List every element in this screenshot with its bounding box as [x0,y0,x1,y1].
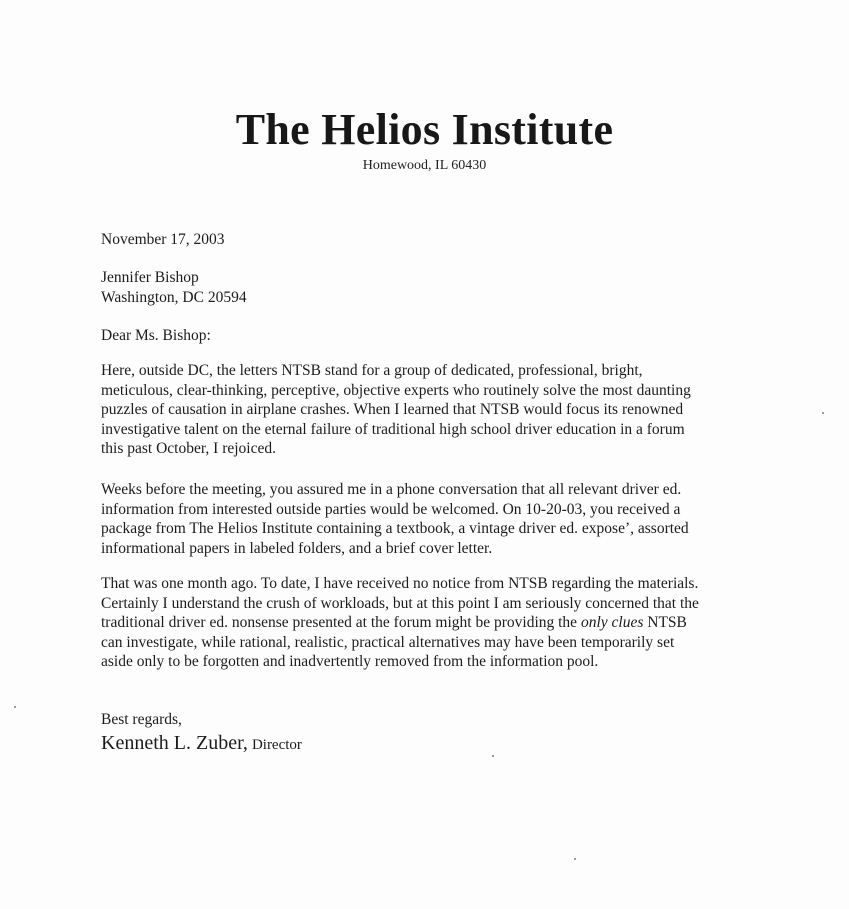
paragraph-2-line: Weeks before the meeting, you assured me in a phone conversation that all relevant driver ed. [101,481,682,498]
scan-speck [574,858,576,860]
paragraph-2-line: package from The Helios Institute containing a textbook, a vintage driver ed. expose’, assorted [101,520,689,537]
paragraph-3-line: can investigate, while rational, realistic, practical alternatives may have been temporarily set [101,633,675,651]
paragraph-2-line: informational papers in labeled folders, and a brief cover letter. [101,539,493,557]
salutation: Dear Ms. Bishop: [101,327,211,344]
paragraph-3 [101,574,761,672]
paragraph-1-line: puzzles of causation in airplane crashes. When I learned that NTSB would focus its renowned [101,401,684,418]
signature-title: Director [251,737,302,753]
paragraph-1-line: this past October, I rejoiced. [101,440,276,457]
paragraph-1 [101,361,751,459]
letterhead-organization-name: The Helios Institute [235,105,614,154]
paragraph-2 [101,480,736,558]
signature-name: Kenneth L. Zuber, [101,732,248,754]
paragraph-1-line: Here, outside DC, the letters NTSB stand for a group of dedicated, professional, bright, [101,362,643,379]
paragraph-2-line: information from interested outside parties would be welcomed. On 10-20-03, you received a [101,500,681,518]
paragraph-1-line: meticulous, clear-thinking, perceptive, objective experts who routinely solve the most daunting [101,381,691,399]
recipient-address: Washington, DC 20594 [101,288,247,306]
paragraph-3-line: aside only to be forgotten and inadvertently removed from the information pool. [101,653,599,670]
paragraph-3-line: That was one month ago. To date, I have received no notice from NTSB regarding the materials. [101,575,699,592]
signature-block [101,732,302,755]
paragraph-3-line: Certainly I understand the crush of workloads, but at this point I am seriously concerned that the [101,594,699,612]
paragraph-3-line [101,613,761,633]
recipient-block [101,268,761,307]
recipient-name: Jennifer Bishop [101,269,199,286]
paragraph-3-text: NTSB [643,614,687,631]
paragraph-1-line: investigative talent on the eternal failure of traditional high school driver education in a forum [101,420,685,438]
scan-speck [14,706,16,708]
emphasis-only-clues: only clues [580,614,644,631]
paragraph-3-text: traditional driver ed. nonsense presented at the forum might be providing the [101,614,581,631]
letterhead-address: Homewood, IL 60430 [362,158,487,173]
letter-date: November 17, 2003 [101,231,225,248]
scan-speck [822,412,824,414]
scan-speck [492,755,494,757]
closing: Best regards, [101,711,182,728]
